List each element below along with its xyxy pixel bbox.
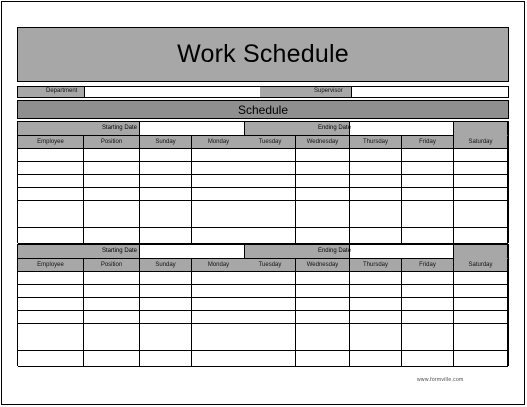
- schedule-cell[interactable]: [192, 285, 245, 298]
- column-header: Wednesday: [296, 259, 350, 272]
- schedule-cell[interactable]: [402, 162, 454, 175]
- schedule-cell[interactable]: [245, 149, 296, 162]
- schedule-cell[interactable]: [245, 324, 296, 351]
- schedule-cell[interactable]: [350, 298, 402, 311]
- schedule-cell[interactable]: [245, 228, 296, 244]
- column-header: Tuesday: [245, 136, 296, 149]
- schedule-week-2: [17, 244, 509, 366]
- schedule-cell[interactable]: [245, 311, 296, 324]
- schedule-cell[interactable]: [296, 285, 350, 298]
- schedule-cell[interactable]: [454, 201, 508, 228]
- schedule-page: [1, 1, 525, 405]
- schedule-cell[interactable]: [18, 311, 84, 324]
- schedule-cell[interactable]: [296, 324, 350, 351]
- schedule-cell[interactable]: [192, 149, 245, 162]
- schedule-cell[interactable]: [454, 149, 508, 162]
- schedule-cell[interactable]: [296, 311, 350, 324]
- page-title: Work Schedule: [177, 40, 349, 68]
- schedule-cell[interactable]: [402, 324, 454, 351]
- schedule-cell[interactable]: [402, 285, 454, 298]
- schedule-cell[interactable]: [192, 311, 245, 324]
- schedule-cell[interactable]: [402, 272, 454, 285]
- schedule-cell[interactable]: [140, 175, 192, 188]
- schedule-cell[interactable]: [454, 285, 508, 298]
- schedule-cell[interactable]: [192, 228, 245, 244]
- column-header: Thursday: [350, 136, 402, 149]
- column-header: Tuesday: [245, 259, 296, 272]
- schedule-cell[interactable]: [350, 311, 402, 324]
- schedule-cell[interactable]: [18, 298, 84, 311]
- schedule-cell[interactable]: [454, 311, 508, 324]
- schedule-cell[interactable]: [296, 351, 350, 367]
- schedule-cell[interactable]: [84, 228, 140, 244]
- schedule-cell[interactable]: [454, 162, 508, 175]
- column-header: Monday: [192, 259, 245, 272]
- column-header: Position: [84, 136, 140, 149]
- schedule-cell[interactable]: [402, 298, 454, 311]
- schedule-cell[interactable]: [18, 228, 84, 244]
- schedule-cell[interactable]: [84, 311, 140, 324]
- schedule-cell[interactable]: [84, 324, 140, 351]
- schedule-cell[interactable]: [296, 201, 350, 228]
- schedule-cell[interactable]: [18, 188, 84, 201]
- schedule-cell[interactable]: [245, 298, 296, 311]
- schedule-cell[interactable]: [402, 175, 454, 188]
- schedule-cell[interactable]: [402, 188, 454, 201]
- schedule-cell[interactable]: [140, 285, 192, 298]
- title-bar: [17, 27, 509, 82]
- schedule-cell[interactable]: [296, 162, 350, 175]
- schedule-cell[interactable]: [402, 311, 454, 324]
- schedule-cell[interactable]: [454, 175, 508, 188]
- schedule-cell[interactable]: [192, 201, 245, 228]
- schedule-cell[interactable]: [84, 162, 140, 175]
- schedule-cell[interactable]: [296, 228, 350, 244]
- column-header: Wednesday: [296, 136, 350, 149]
- schedule-cell[interactable]: [350, 228, 402, 244]
- schedule-cell[interactable]: [402, 351, 454, 367]
- schedule-cell[interactable]: [140, 311, 192, 324]
- schedule-cell[interactable]: [454, 188, 508, 201]
- schedule-cell[interactable]: [140, 298, 192, 311]
- schedule-week-1: [17, 121, 509, 243]
- supervisor-label: Supervisor: [314, 88, 343, 94]
- schedule-cell[interactable]: [140, 351, 192, 367]
- column-header: Saturday: [454, 259, 508, 272]
- column-header: Saturday: [454, 136, 508, 149]
- schedule-cell[interactable]: [84, 188, 140, 201]
- schedule-header: [17, 100, 509, 119]
- schedule-cell[interactable]: [84, 175, 140, 188]
- supervisor-field[interactable]: [351, 87, 508, 97]
- schedule-cell[interactable]: [192, 188, 245, 201]
- department-label: Department: [46, 88, 78, 94]
- schedule-cell[interactable]: [18, 201, 84, 228]
- column-header: Sunday: [140, 259, 192, 272]
- schedule-cell[interactable]: [402, 228, 454, 244]
- schedule-cell[interactable]: [192, 324, 245, 351]
- schedule-cell[interactable]: [245, 175, 296, 188]
- column-header: Position: [84, 259, 140, 272]
- schedule-cell[interactable]: [350, 162, 402, 175]
- schedule-cell[interactable]: [245, 285, 296, 298]
- column-header: Employee: [18, 259, 84, 272]
- schedule-cell[interactable]: [84, 149, 140, 162]
- schedule-cell[interactable]: [84, 285, 140, 298]
- schedule-cell[interactable]: [350, 149, 402, 162]
- schedule-cell[interactable]: [454, 351, 508, 367]
- schedule-cell[interactable]: [296, 149, 350, 162]
- schedule-cell[interactable]: [18, 162, 84, 175]
- schedule-cell[interactable]: [140, 324, 192, 351]
- schedule-cell[interactable]: [454, 228, 508, 244]
- schedule-title: Schedule: [237, 102, 289, 117]
- footer-text: www.formville.com: [417, 377, 464, 383]
- schedule-cell[interactable]: [140, 188, 192, 201]
- column-header: Friday: [402, 136, 454, 149]
- schedule-cell[interactable]: [245, 272, 296, 285]
- column-header: Employee: [18, 136, 84, 149]
- schedule-cell[interactable]: [350, 188, 402, 201]
- schedule-cell[interactable]: [18, 149, 84, 162]
- ending-date-field[interactable]: [350, 122, 454, 136]
- column-header: Sunday: [140, 136, 192, 149]
- schedule-cell[interactable]: [296, 298, 350, 311]
- ending-date-label: Ending Date: [317, 248, 351, 254]
- schedule-cell[interactable]: [454, 324, 508, 351]
- schedule-cell[interactable]: [140, 149, 192, 162]
- column-header: Friday: [402, 259, 454, 272]
- schedule-cell[interactable]: [192, 175, 245, 188]
- schedule-cell[interactable]: [192, 272, 245, 285]
- schedule-cell[interactable]: [402, 201, 454, 228]
- column-header: Monday: [192, 136, 245, 149]
- schedule-cell[interactable]: [245, 351, 296, 367]
- schedule-cell[interactable]: [140, 201, 192, 228]
- schedule-cell[interactable]: [18, 324, 84, 351]
- schedule-cell[interactable]: [350, 285, 402, 298]
- department-supervisor-row: [17, 86, 509, 98]
- schedule-cell[interactable]: [84, 272, 140, 285]
- department-field[interactable]: [84, 87, 260, 97]
- schedule-cell[interactable]: [350, 175, 402, 188]
- column-header: Thursday: [350, 259, 402, 272]
- ending-date-field[interactable]: [350, 245, 454, 259]
- ending-date-label: Ending Date: [317, 125, 351, 131]
- schedule-cell[interactable]: [350, 324, 402, 351]
- schedule-cell[interactable]: [140, 162, 192, 175]
- schedule-cell[interactable]: [84, 201, 140, 228]
- schedule-cell[interactable]: [454, 298, 508, 311]
- schedule-cell[interactable]: [84, 298, 140, 311]
- schedule-cell[interactable]: [350, 201, 402, 228]
- starting-date-label: Starting Date: [101, 248, 137, 254]
- schedule-cell[interactable]: [402, 149, 454, 162]
- schedule-cell[interactable]: [84, 351, 140, 367]
- schedule-cell[interactable]: [192, 298, 245, 311]
- schedule-cell[interactable]: [192, 162, 245, 175]
- schedule-cell[interactable]: [296, 188, 350, 201]
- starting-date-label: Starting Date: [101, 125, 137, 131]
- schedule-cell[interactable]: [18, 285, 84, 298]
- schedule-cell[interactable]: [192, 351, 245, 367]
- schedule-cell[interactable]: [245, 201, 296, 228]
- schedule-cell[interactable]: [18, 175, 84, 188]
- schedule-cell[interactable]: [454, 272, 508, 285]
- starting-date-field[interactable]: [140, 122, 245, 136]
- schedule-cell[interactable]: [350, 351, 402, 367]
- schedule-cell[interactable]: [245, 188, 296, 201]
- schedule-cell[interactable]: [350, 272, 402, 285]
- schedule-cell[interactable]: [140, 272, 192, 285]
- starting-date-field[interactable]: [140, 245, 245, 259]
- schedule-cell[interactable]: [18, 272, 84, 285]
- schedule-cell[interactable]: [140, 228, 192, 244]
- schedule-cell[interactable]: [245, 162, 296, 175]
- schedule-cell[interactable]: [18, 351, 84, 367]
- schedule-cell[interactable]: [296, 272, 350, 285]
- schedule-cell[interactable]: [296, 175, 350, 188]
